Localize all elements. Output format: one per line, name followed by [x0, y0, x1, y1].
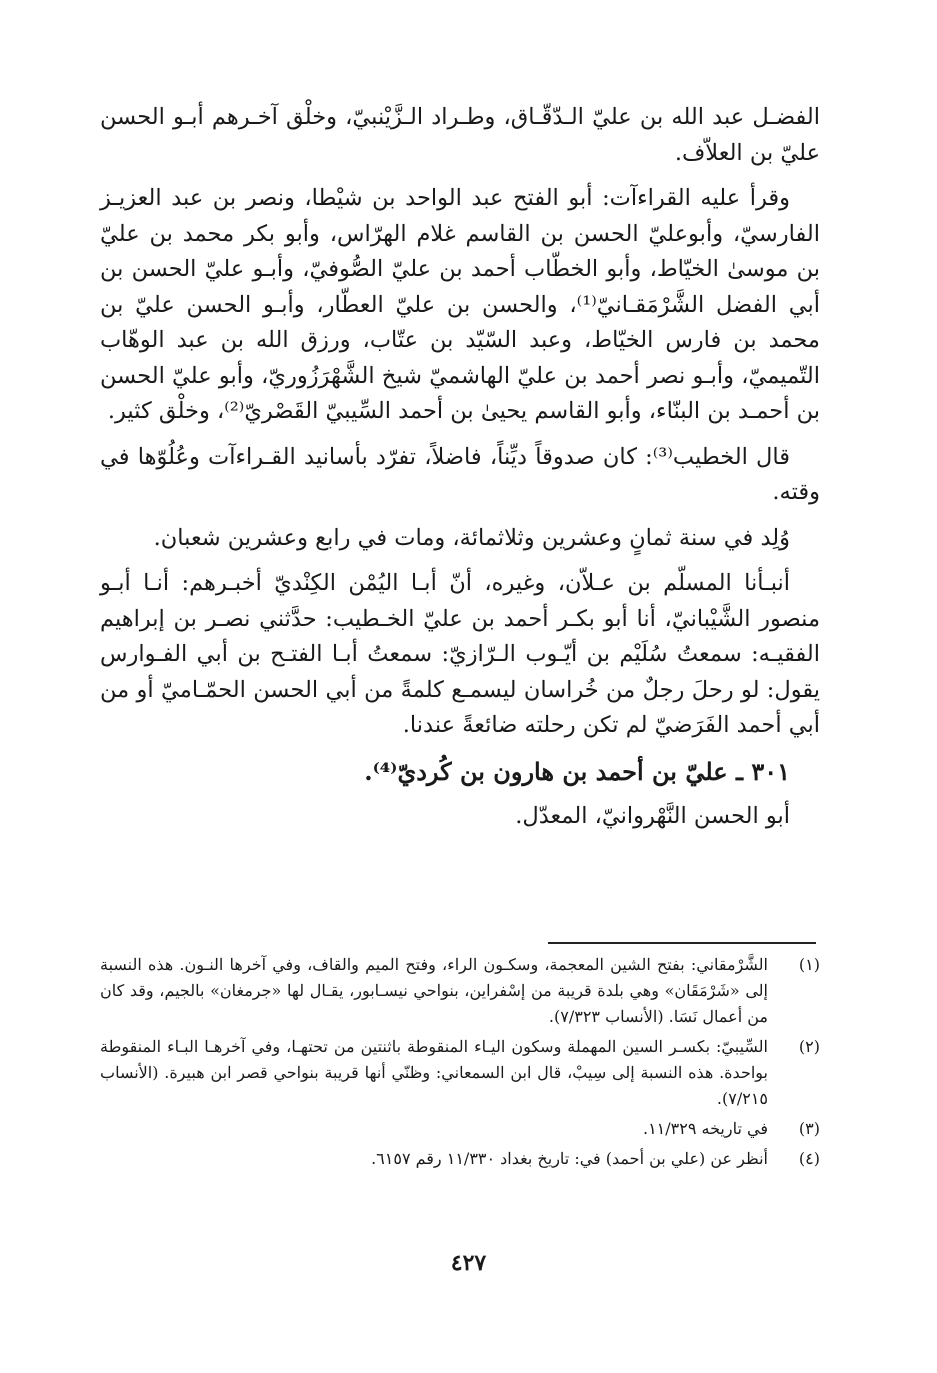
page-number: ٤٢٧	[450, 1250, 487, 1276]
footnote-text: السِّيبيّ: بكسـر السين المهملة وسكون اليـاء المنقوطة باثنتين من تحتهـا، وفي آخرهـا البـاء المنقوطة بواحدة. هذه النسبة إلى سِيبْ، قال ابن السمعاني: وظنّي أنها قريبة بنواحي قصر ابن هبيرة. (الأنساب ٧/٢١٥).	[100, 1037, 768, 1108]
footnote-number: (٣)	[798, 1119, 820, 1138]
paragraph-4: وُلِد في سنة ثمانٍ وعشرين وثلاثمائة، ومات في رابع وعشرين شعبان.	[153, 524, 790, 551]
paragraph-2: وقرأ عليه القراءآت: أبو الفتح عبد الواحد بن شيْطا، ونصر بن عبد العزيـز الفارسيّ، وأبوعليّ الحسن بن القاسم غلام الهرّاس، وأبو بكر محمد بن عليّ بن موسىٰ الخيّاط، وأبو الخطّاب أحمد بن عليّ الصُّوفيّ، وأبـو عليّ الحسن بن أبي الفضل الشَّرْمَقـانيّ⁽¹⁾، والحسن بن عليّ العطّار، وأبـو الحسن عليّ بن محمد بن فارس الخيّاط، وعبد السّيّد بن عتّاب، ورزق الله بن عبد الوهّاب التّميميّ، وأبـو نصر أحمد بن عليّ الهاشميّ شيخ الشَّهْرَزُوريّ، وأبو عليّ الحسن بن أحمـد بن البنّاء، وأبو القاسم يحيىٰ بن أحمد السِّيبيّ القَصْريّ⁽²⁾، وخلْق كثير.	[100, 185, 820, 424]
footnote-2	[100, 1034, 820, 1112]
footnote-number: (٤)	[798, 1149, 820, 1168]
entry-subtitle: أبو الحسن النَّهْروانيّ، المعدّل.	[515, 803, 790, 829]
footnote-divider	[548, 942, 816, 944]
paragraph-3: قال الخطيب⁽³⁾: كان صدوقاً ديِّناً، فاضلاً، تفرّد بأسانيد القـراءآت وعُلُوّها في وقته.	[100, 443, 820, 505]
footnote-4	[100, 1146, 820, 1172]
paragraph-5: أنبـأنا المسلّم بن عـلاّن، وغيره، أنّ أبـا اليُمْن الكِنْديّ أخبـرهم: أنـا أبـو منصور الشَّيْبانيّ، أنا أبو بكـر أحمد بن عليّ الخـطيب: حدَّثني نصـر بن إبراهيم الفقيـه: سمعتُ سُلَيْم بن أيّـوب الـرّازيّ: سمعتُ أبـا الفتـح بن أبي الفـوارس يقول: لو رحلَ رجلٌ من خُراسان ليسمـع كلمةً من أبي الحسن الحمّـاميّ أو من أبي أحمد الفَرَضيّ لم تكن رحلته ضائعةً عندنا.	[100, 570, 820, 738]
footnote-number: (١)	[798, 955, 820, 974]
main-text	[100, 100, 820, 845]
footnote-1	[100, 952, 820, 1030]
footnote-number: (٢)	[798, 1037, 820, 1056]
paragraph-1: الفضـل عبد الله بن عليّ الـدّقّـاق، وطـراد الـزَّيْنبيّ، وخلْق آخـرهم أبـو الحسن عليّ بن العلاّف.	[100, 104, 820, 166]
footnote-text: أنظر عن (علي بن أحمد) في: تاريخ بغداد ١١/٣٣٠ رقم ٦١٥٧.	[371, 1149, 768, 1168]
footnotes	[100, 952, 820, 1176]
entry-title: ٣٠١ ـ عليّ بن أحمد بن هارون بن كُرديّ⁽⁴⁾.	[364, 756, 790, 786]
footnote-text: الشَّرْمقاني: بفتح الشين المعجمة، وسكـون الراء، وفتح الميم والقاف، وفي آخرها النـون. هذه النسبة إلى «شَرْمَقَان» وهي بلدة قريبة من إسْفراين، بنواحي نيسـابور، يقـال لها «جرمغان» بالجيم، وقد كان من أعمال نَسَا. (الأنساب ٧/٣٢٣).	[100, 955, 769, 1026]
footnote-3	[100, 1116, 820, 1142]
footnote-text: في تاريخه ١١/٣٢٩.	[642, 1119, 768, 1138]
